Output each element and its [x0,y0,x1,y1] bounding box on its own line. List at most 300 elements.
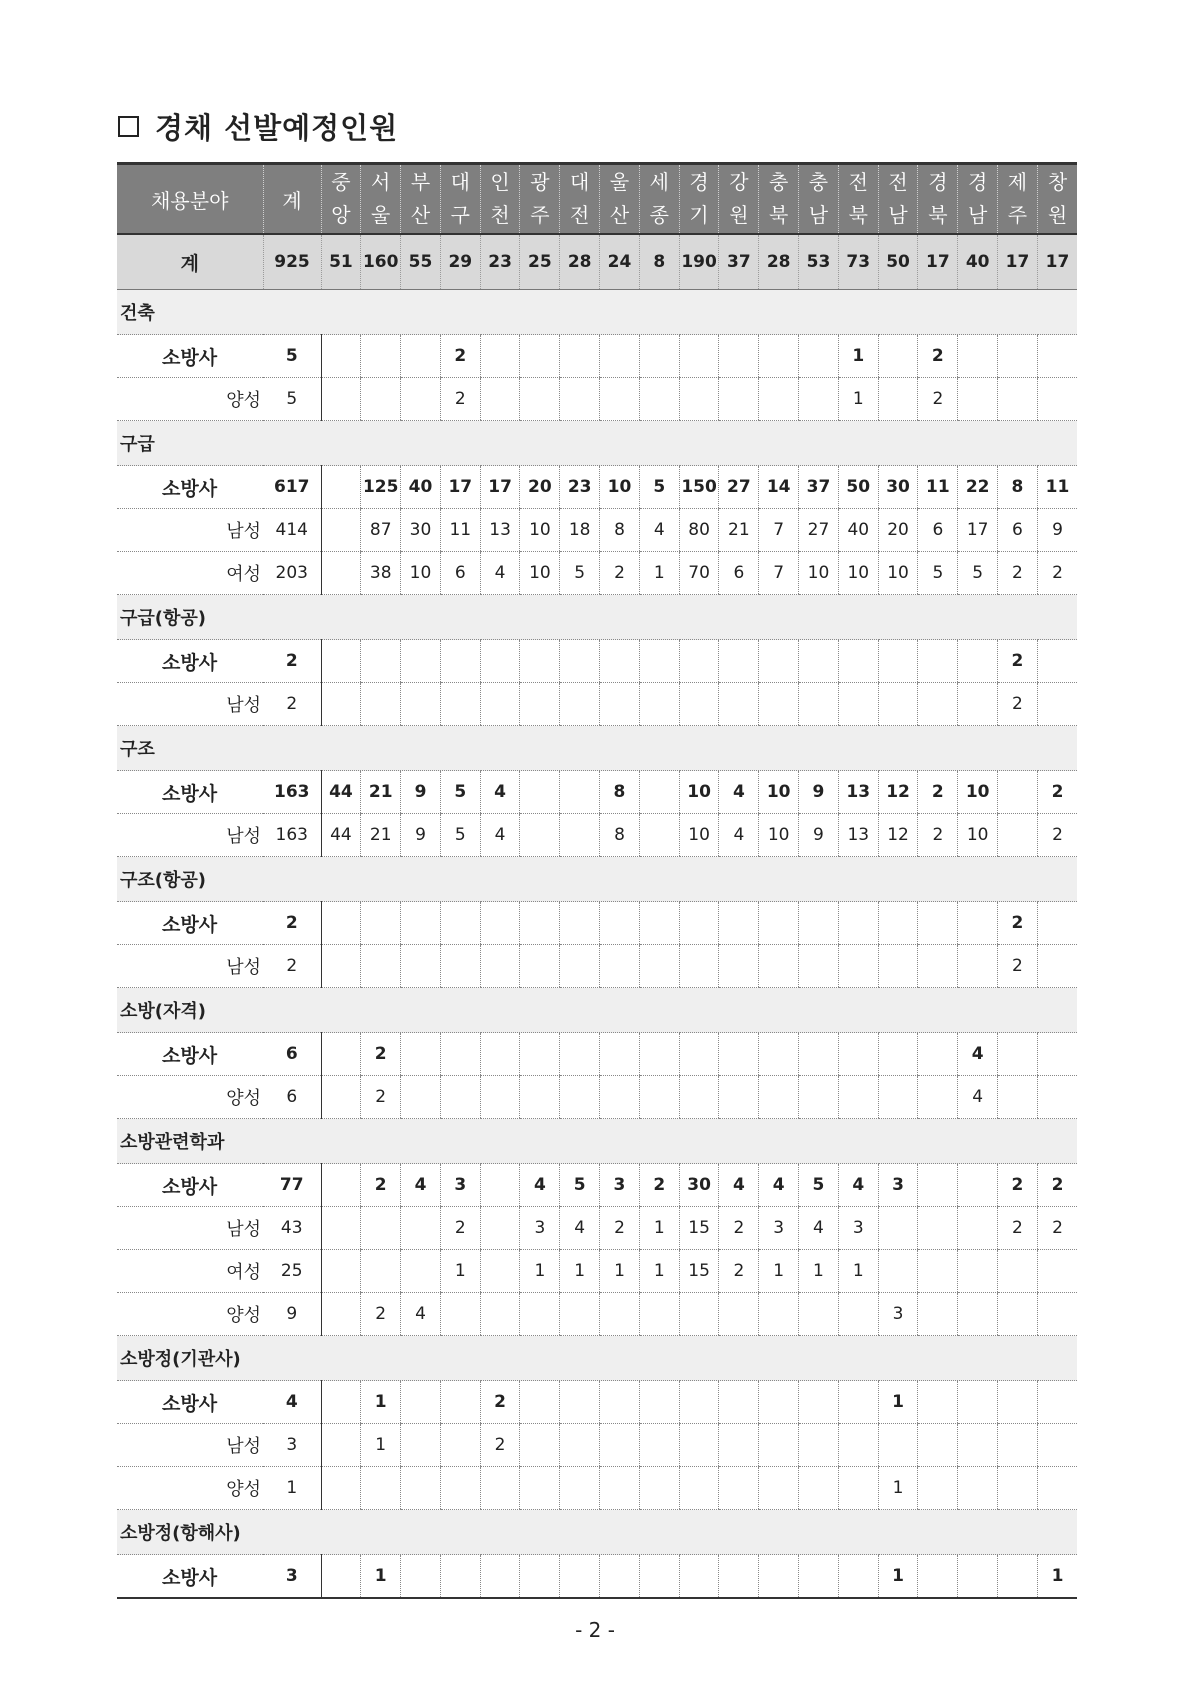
region-value [878,945,918,988]
region-value [480,1207,520,1250]
region-value: 7 [759,509,799,552]
region-value [480,945,520,988]
region-value: 1 [878,1467,918,1510]
region-value [321,640,361,683]
region-value: 1 [361,1424,401,1467]
region-value: 2 [998,902,1038,945]
gender-row [117,683,1077,726]
header-region-char: 창 [1047,170,1068,194]
region-value [679,1424,719,1467]
region-value [401,945,441,988]
region-value [878,1033,918,1076]
region-value [838,1467,878,1510]
region-value [520,1555,560,1599]
region-value: 3 [838,1207,878,1250]
region-value: 27 [719,466,759,509]
gender-row [117,1250,1077,1293]
row-total: 2 [263,945,321,988]
region-value [361,1207,401,1250]
category-row [117,1510,1077,1555]
region-value [639,1381,679,1424]
region-value [520,378,560,421]
region-value: 1 [639,1250,679,1293]
region-value: 2 [998,640,1038,683]
region-value [799,1424,839,1467]
region-value: 2 [719,1250,759,1293]
region-value [719,378,759,421]
region-value [600,378,640,421]
region-value: 8 [600,771,640,814]
row-label: 남성 [117,814,263,857]
region-value: 9 [799,814,839,857]
header-region-char: 앙 [331,203,351,227]
category-label: 구급(항공) [117,595,1077,640]
region-value [440,683,480,726]
header-region-char: 충 [808,170,829,194]
category-label: 소방정(기관사) [117,1336,1077,1381]
region-value [958,1207,998,1250]
region-value: 1 [1037,1555,1077,1599]
region-value: 5 [639,466,679,509]
region-value: 4 [480,771,520,814]
category-row [117,988,1077,1033]
region-value [838,1076,878,1119]
region-value: 4 [480,814,520,857]
category-label: 건축 [117,290,1077,335]
region-value: 9 [799,771,839,814]
region-value [560,945,600,988]
region-value [719,1555,759,1599]
region-value [918,683,958,726]
region-value [998,1033,1038,1076]
region-value: 1 [560,1250,600,1293]
region-value [560,1424,600,1467]
region-value [440,640,480,683]
region-value: 1 [520,1250,560,1293]
region-value [1037,335,1077,378]
region-value: 27 [799,509,839,552]
region-value: 2 [918,814,958,857]
total-row [117,234,1077,290]
region-value [679,1033,719,1076]
region-value [361,335,401,378]
region-value: 5 [958,552,998,595]
region-value [321,902,361,945]
region-value [918,1164,958,1207]
region-value [600,640,640,683]
region-value: 10 [878,552,918,595]
region-value [799,902,839,945]
region-value [401,640,441,683]
region-value: 4 [401,1164,441,1207]
region-value [321,1207,361,1250]
region-value [838,902,878,945]
region-value [958,902,998,945]
region-value: 11 [440,509,480,552]
region-value [838,1424,878,1467]
header-region [838,164,878,235]
region-value [560,1076,600,1119]
region-value: 44 [321,771,361,814]
region-value [1037,1293,1077,1336]
region-value [321,1293,361,1336]
region-value [480,378,520,421]
region-value: 8 [600,814,640,857]
region-value [679,1381,719,1424]
region-value: 20 [878,509,918,552]
region-value [1037,640,1077,683]
region-value: 15 [679,1250,719,1293]
region-value [838,1555,878,1599]
region-value: 150 [679,466,719,509]
region-value [719,1033,759,1076]
region-value: 11 [1037,466,1077,509]
region-value [878,1424,918,1467]
region-value [958,1381,998,1424]
row-total: 3 [263,1555,321,1599]
region-value [440,1467,480,1510]
region-value: 80 [679,509,719,552]
rank-row [117,1555,1077,1599]
header-region-char: 천 [490,203,510,227]
region-value: 10 [679,814,719,857]
region-value [321,509,361,552]
region-value [998,1467,1038,1510]
gender-row [117,1207,1077,1250]
region-value [520,640,560,683]
total-value: 17 [1037,234,1077,290]
region-value: 12 [878,771,918,814]
region-value [520,1033,560,1076]
region-value [918,1424,958,1467]
category-row [117,1119,1077,1164]
region-value [401,1381,441,1424]
region-value: 4 [759,1164,799,1207]
region-value: 8 [600,509,640,552]
region-value [639,1076,679,1119]
header-region-char: 부 [410,170,431,194]
region-value [480,902,520,945]
rank-row [117,640,1077,683]
header-region-char: 경 [967,170,988,194]
region-value [799,1293,839,1336]
region-value [918,1076,958,1119]
region-value: 3 [600,1164,640,1207]
region-value [759,945,799,988]
region-value [719,1293,759,1336]
region-value: 2 [440,335,480,378]
region-value: 4 [639,509,679,552]
recruitment-table [117,162,1077,1599]
row-total: 2 [263,902,321,945]
region-value: 2 [480,1381,520,1424]
category-row [117,290,1077,335]
region-value [520,1076,560,1119]
region-value: 15 [679,1207,719,1250]
region-value [321,1164,361,1207]
row-label: 소방사 [117,902,263,945]
region-value [361,1467,401,1510]
region-value [918,1467,958,1510]
region-value [878,683,918,726]
total-value: 8 [639,234,679,290]
region-value [958,1555,998,1599]
region-value: 12 [878,814,918,857]
region-value [998,814,1038,857]
table-body [117,234,1077,1598]
region-value: 2 [639,1164,679,1207]
header-region [520,164,560,235]
gender-row [117,945,1077,988]
row-total: 6 [263,1076,321,1119]
region-value [958,640,998,683]
region-value [759,683,799,726]
region-value [1037,683,1077,726]
region-value [998,1076,1038,1119]
row-total: 2 [263,683,321,726]
region-value: 50 [838,466,878,509]
checkbox-square-icon [118,116,139,137]
region-value [560,378,600,421]
header-region-char: 전 [570,203,590,227]
region-value: 30 [679,1164,719,1207]
region-value: 2 [600,552,640,595]
region-value [1037,1424,1077,1467]
row-total: 77 [263,1164,321,1207]
category-label: 구급 [117,421,1077,466]
region-value: 2 [719,1207,759,1250]
region-value: 1 [759,1250,799,1293]
region-value [480,1076,520,1119]
region-value [799,1555,839,1599]
region-value [918,902,958,945]
row-label: 소방사 [117,771,263,814]
region-value [321,1555,361,1599]
region-value: 17 [958,509,998,552]
region-value [440,902,480,945]
region-value: 10 [600,466,640,509]
region-value [321,1424,361,1467]
region-value [998,335,1038,378]
region-value [679,683,719,726]
category-row [117,726,1077,771]
region-value [520,1293,560,1336]
region-value: 1 [361,1555,401,1599]
region-value: 7 [759,552,799,595]
region-value: 40 [838,509,878,552]
region-value [838,683,878,726]
total-value: 40 [958,234,998,290]
region-value [361,1250,401,1293]
header-region [1037,164,1077,235]
region-value: 3 [878,1293,918,1336]
region-value [799,335,839,378]
region-value: 1 [838,335,878,378]
region-value [401,1424,441,1467]
row-total: 2 [263,640,321,683]
region-value: 87 [361,509,401,552]
row-label: 남성 [117,683,263,726]
region-value [321,945,361,988]
header-region [719,164,759,235]
category-row [117,421,1077,466]
region-value: 13 [838,814,878,857]
header-region-char: 울 [371,203,391,227]
region-value: 5 [799,1164,839,1207]
row-total: 6 [263,1033,321,1076]
region-value [719,945,759,988]
region-value: 5 [440,814,480,857]
region-value [799,378,839,421]
total-value: 29 [440,234,480,290]
region-value: 1 [639,1207,679,1250]
region-value [799,640,839,683]
region-value [361,902,401,945]
region-value: 5 [918,552,958,595]
header-region [958,164,998,235]
region-value: 6 [998,509,1038,552]
region-value [918,1381,958,1424]
region-value [799,1467,839,1510]
region-value [759,1076,799,1119]
row-total: 9 [263,1293,321,1336]
region-value: 21 [361,814,401,857]
region-value [918,1555,958,1599]
header-region-char: 원 [729,203,749,227]
total-value: 25 [520,234,560,290]
row-total: 163 [263,771,321,814]
region-value [679,378,719,421]
region-value [838,640,878,683]
region-value [321,1033,361,1076]
header-region-char: 산 [410,203,431,227]
region-value: 10 [401,552,441,595]
region-value [639,945,679,988]
category-row [117,595,1077,640]
row-total: 414 [263,509,321,552]
region-value [600,335,640,378]
total-value: 17 [998,234,1038,290]
region-value [401,1250,441,1293]
region-value [560,1381,600,1424]
region-value: 1 [838,378,878,421]
region-value: 2 [998,945,1038,988]
region-value: 2 [918,771,958,814]
region-value [480,335,520,378]
rank-row [117,902,1077,945]
table-header-row [117,164,1077,235]
header-region [361,164,401,235]
region-value [1037,1467,1077,1510]
region-value [799,1381,839,1424]
category-row [117,857,1077,902]
region-value [759,1555,799,1599]
row-label: 여성 [117,552,263,595]
region-value [958,1424,998,1467]
region-value [440,1033,480,1076]
header-region-char: 주 [530,203,550,227]
region-value [958,945,998,988]
region-value [679,335,719,378]
total-label: 계 [117,234,263,290]
region-value [321,1467,361,1510]
region-value [560,1555,600,1599]
gender-row [117,814,1077,857]
region-value [600,945,640,988]
region-value [918,1250,958,1293]
total-value: 24 [600,234,640,290]
gender-row [117,1467,1077,1510]
region-value [440,1293,480,1336]
gender-row [117,1424,1077,1467]
region-value: 1 [878,1555,918,1599]
total-value: 23 [480,234,520,290]
row-total: 3 [263,1424,321,1467]
region-value: 44 [321,814,361,857]
region-value [838,945,878,988]
region-value [679,1076,719,1119]
region-value [958,1250,998,1293]
region-value [480,1555,520,1599]
header-region-char: 남 [888,203,908,227]
region-value [679,1467,719,1510]
region-value [520,1467,560,1510]
region-value [440,1424,480,1467]
header-region-char: 경 [689,170,709,194]
region-value: 10 [520,552,560,595]
region-value: 5 [560,552,600,595]
region-value: 4 [520,1164,560,1207]
row-total: 5 [263,335,321,378]
region-value [759,378,799,421]
header-region-char: 전 [888,170,908,194]
region-value [918,945,958,988]
region-value: 10 [958,771,998,814]
region-value [719,335,759,378]
region-value: 17 [440,466,480,509]
region-value [560,640,600,683]
row-label: 소방사 [117,640,263,683]
category-label: 구조(항공) [117,857,1077,902]
header-region-char: 전 [848,170,868,194]
region-value [401,683,441,726]
region-value [401,378,441,421]
region-value [878,902,918,945]
header-region [998,164,1038,235]
region-value [480,1033,520,1076]
region-value [560,1033,600,1076]
region-value [440,1555,480,1599]
region-value [321,1250,361,1293]
region-value [600,1424,640,1467]
row-total: 43 [263,1207,321,1250]
region-value: 3 [759,1207,799,1250]
region-value [600,1076,640,1119]
header-total: 계 [263,164,321,235]
region-value [1037,945,1077,988]
region-value: 3 [878,1164,918,1207]
page-number: - 2 - [575,1618,615,1642]
region-value [560,902,600,945]
region-value [600,902,640,945]
region-value [639,1033,679,1076]
region-value [361,640,401,683]
row-total: 617 [263,466,321,509]
region-value: 2 [1037,552,1077,595]
region-value [998,771,1038,814]
region-value [958,1164,998,1207]
region-value [480,1467,520,1510]
